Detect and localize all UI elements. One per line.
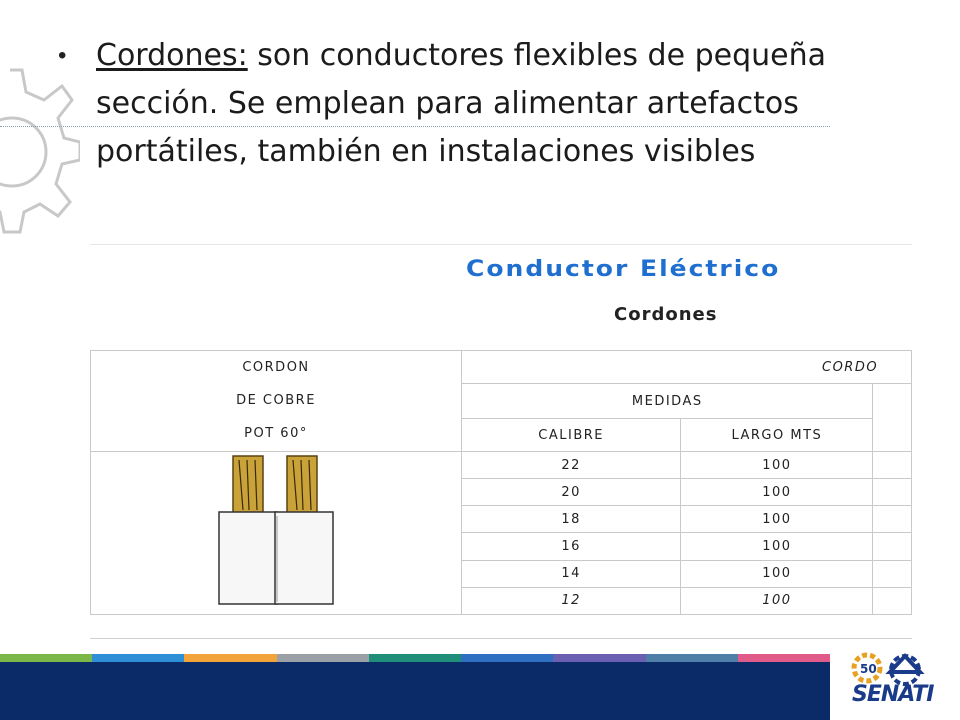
senati-logo-text: SENATI (852, 682, 934, 707)
cell-calibre: 12 (462, 587, 681, 614)
bullet-term: Cordones: (96, 38, 248, 73)
column-header-largo: LARGO MTS (681, 419, 873, 452)
cord-type-line: POT 60° (244, 426, 308, 441)
figure-title: Conductor Eléctrico (466, 255, 781, 282)
cell-largo: 100 (681, 587, 873, 614)
group-header: CORDO (462, 351, 912, 384)
figure-bottom-line (90, 638, 912, 639)
footer-bar (0, 662, 830, 720)
column-header-calibre: CALIBRE (462, 419, 681, 452)
cell-blank (873, 587, 912, 614)
cable-illustration-cell (91, 452, 462, 615)
measures-header: MEDIDAS (462, 384, 873, 419)
cell-blank (873, 560, 912, 587)
cell-blank (873, 479, 912, 506)
cord-type-header (91, 351, 462, 452)
cord-type-line: DE COBRE (236, 393, 316, 408)
cell-calibre: 14 (462, 560, 681, 587)
cell-largo: 100 (681, 533, 873, 560)
bullet-text (96, 32, 888, 176)
cell-largo: 100 (681, 452, 873, 479)
bullet-paragraph (58, 32, 888, 176)
figure-subtitle: Cordones (614, 304, 718, 325)
cell-largo: 100 (681, 479, 873, 506)
stripe-segment (738, 654, 830, 662)
stripe-segment (461, 654, 553, 662)
cell-calibre: 16 (462, 533, 681, 560)
cord-spec-figure (90, 244, 912, 640)
stripe-segment (92, 654, 184, 662)
cell-largo: 100 (681, 506, 873, 533)
cell-largo: 100 (681, 560, 873, 587)
cell-calibre: 18 (462, 506, 681, 533)
stripe-segment (369, 654, 461, 662)
footer-color-stripes (0, 654, 830, 662)
stripe-segment (553, 654, 645, 662)
stripe-segment (0, 654, 92, 662)
bullet-body: son conductores flexibles de pequeña sección. Se emplean para alimentar artefactos portátiles, también en instalaciones visibles (96, 38, 826, 169)
blank-header-cell (873, 384, 912, 452)
cell-calibre: 20 (462, 479, 681, 506)
twin-cord-cable-image (91, 452, 461, 610)
bullet-icon: • (58, 42, 67, 69)
logo-badge-text: 50 (860, 662, 877, 676)
cord-type-line: CORDON (242, 360, 310, 375)
stripe-segment (277, 654, 369, 662)
cell-calibre: 22 (462, 452, 681, 479)
spec-table (90, 350, 912, 615)
stripe-segment (646, 654, 738, 662)
cell-blank (873, 506, 912, 533)
cell-blank (873, 533, 912, 560)
stripe-segment (184, 654, 276, 662)
figure-top-line (90, 244, 912, 245)
cell-blank (873, 452, 912, 479)
